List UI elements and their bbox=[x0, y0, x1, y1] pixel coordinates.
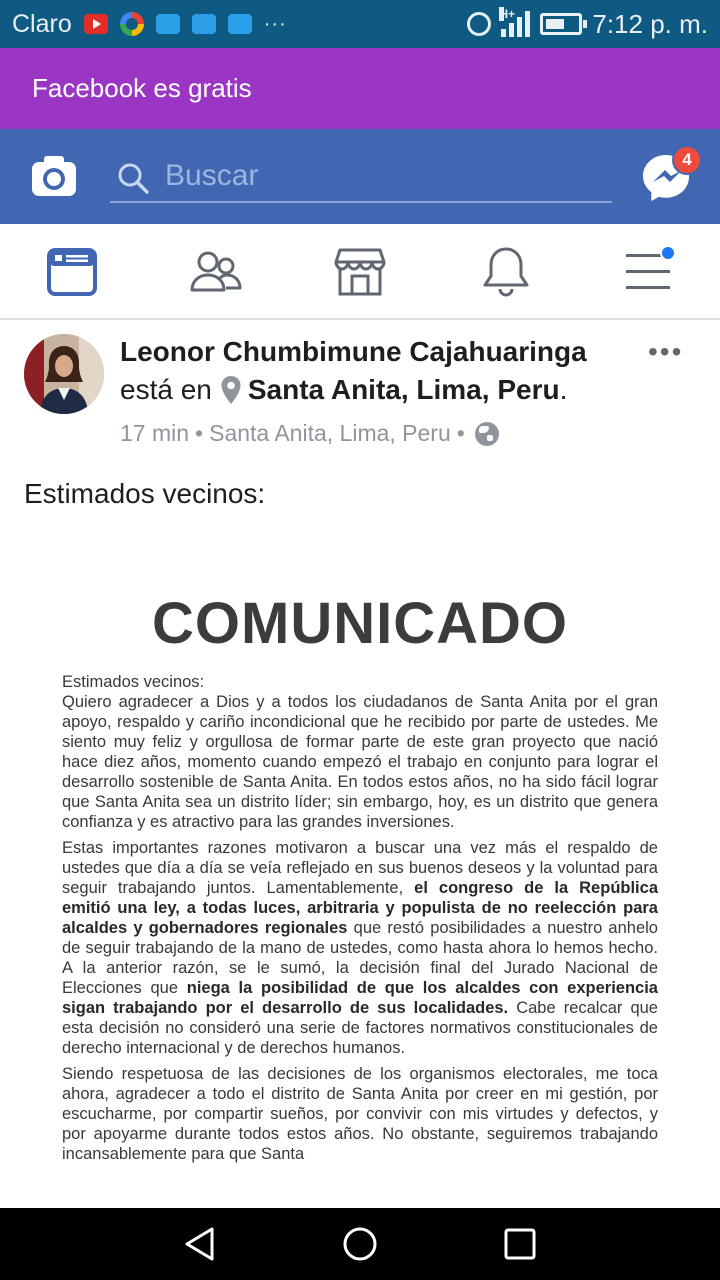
avatar-photo bbox=[24, 334, 104, 414]
post-location[interactable]: Santa Anita, Lima, Peru bbox=[209, 420, 451, 446]
messages-icon bbox=[156, 14, 180, 34]
more-notifications-icon: ··· bbox=[263, 12, 287, 35]
check-in-period: . bbox=[559, 374, 568, 405]
author-avatar[interactable] bbox=[24, 334, 104, 414]
tab-bar bbox=[0, 224, 720, 320]
communique-paragraph-1: Quiero agradecer a Dios y a todos los ciudadanos de Santa Anita por el gran apoyo, respaldo y cariño incondicional que he recibido por parte de ustedes. Me siento muy feliz y orgullosa de formar parte de este gran proyecto que nació hace diez años, momento cuando empezó el trabajo en conjunto para lograr el desarrollo sostenible de Santa Anita. En todos estos años, no ha sido fácil lograr que Santa Anita sea un distrito líder; sin embargo, hoy, es un distrito que genera confianza y es atractivo para las grandes inversiones. bbox=[62, 693, 658, 831]
google-icon bbox=[120, 12, 144, 36]
globe-icon bbox=[475, 422, 499, 446]
alarm-icon bbox=[467, 12, 491, 36]
home-icon[interactable] bbox=[342, 1226, 378, 1262]
tab-news-feed[interactable] bbox=[44, 244, 100, 300]
free-facebook-banner[interactable]: Facebook es gratis bbox=[0, 48, 720, 129]
search-icon bbox=[116, 161, 150, 195]
tab-notifications[interactable] bbox=[478, 244, 534, 300]
search-placeholder: Buscar bbox=[165, 159, 259, 192]
post-meta bbox=[120, 420, 499, 447]
friends-icon bbox=[188, 244, 244, 300]
clock: 7:12 p. m. bbox=[592, 8, 708, 39]
meta-separator: • bbox=[456, 420, 465, 446]
tab-friends[interactable] bbox=[188, 244, 244, 300]
voicemail-icon bbox=[228, 14, 252, 34]
post-options-button[interactable]: ••• bbox=[648, 336, 684, 367]
youtube-icon bbox=[84, 14, 108, 34]
bell-icon bbox=[478, 244, 534, 300]
post-time[interactable]: 17 min bbox=[120, 420, 190, 446]
messenger-badge: 4 bbox=[672, 145, 702, 175]
camera-button[interactable] bbox=[30, 154, 78, 198]
communique-body bbox=[62, 672, 658, 1170]
meta-separator: • bbox=[195, 420, 204, 446]
communique-paragraph-3: Siendo respetuosa de las decisiones de los organismos electorales, me toca ahora, agradecer a todo el distrito de Santa Anita por creer en mi gestión, por escucharme, por compartir sueños, por convivir con mis virtudes y defectos, y por apoyarme durante todos estos años. No obstante, seguiremos trabajando incansablemente para que Santa bbox=[62, 1065, 658, 1163]
communique-paragraph-2: Estas importantes razones motivaron a buscar una vez más el respaldo de ustedes que día a día se veía reflejado en sus buenos deseos y la voluntad para seguir trabajando juntos. Lamentablemente, el congreso de la República emitió una ley, a todas luces, arbitraria y populista de no reelección para alcaldes y gobernadores regionales que restó posibilidades a nuestro anhelo de seguir trabajando de la mano de ustedes, como hasta ahora lo hemos hecho. A la anterior razón, se le sumó, la decisión final del Jurado Nacional de Elecciones que niega la posibilidad de que los alcaldes con experiencia sigan trabajando por el desarrollo de sus localidades. Cabe recalcar que esta decisión no consideró una serie de factores normativos constitucionales de derecho internacional y de derechos humanos. bbox=[62, 839, 658, 1057]
status-bar bbox=[0, 0, 720, 48]
post-header bbox=[0, 322, 720, 462]
app-header bbox=[0, 129, 720, 224]
check-in-line bbox=[120, 374, 567, 406]
carrier-name: Claro bbox=[12, 9, 72, 38]
tab-marketplace[interactable] bbox=[332, 244, 388, 300]
recents-icon[interactable] bbox=[502, 1226, 538, 1262]
wifi-icon bbox=[192, 14, 216, 34]
system-navigation-bar bbox=[0, 1208, 720, 1280]
network-type: H+ bbox=[499, 7, 516, 21]
check-in-verb: está en bbox=[120, 374, 212, 405]
communique-image[interactable] bbox=[0, 560, 720, 1208]
search-input[interactable] bbox=[110, 151, 612, 203]
news-feed-icon bbox=[44, 244, 100, 300]
signal-icon bbox=[499, 7, 530, 37]
marketplace-icon bbox=[332, 244, 388, 300]
camera-icon bbox=[30, 154, 78, 198]
back-icon[interactable] bbox=[182, 1226, 218, 1262]
battery-icon bbox=[540, 13, 582, 35]
post-author[interactable]: Leonor Chumbimune Cajahuaringa bbox=[120, 336, 587, 367]
communique-greeting: Estimados vecinos: bbox=[62, 673, 205, 691]
post-text: Estimados vecinos: bbox=[24, 478, 266, 509]
location-pin-icon bbox=[220, 375, 242, 405]
menu-notification-dot bbox=[660, 245, 676, 261]
check-in-place[interactable]: Santa Anita, Lima, Peru bbox=[247, 374, 560, 405]
communique-title: COMUNICADO bbox=[152, 591, 568, 656]
